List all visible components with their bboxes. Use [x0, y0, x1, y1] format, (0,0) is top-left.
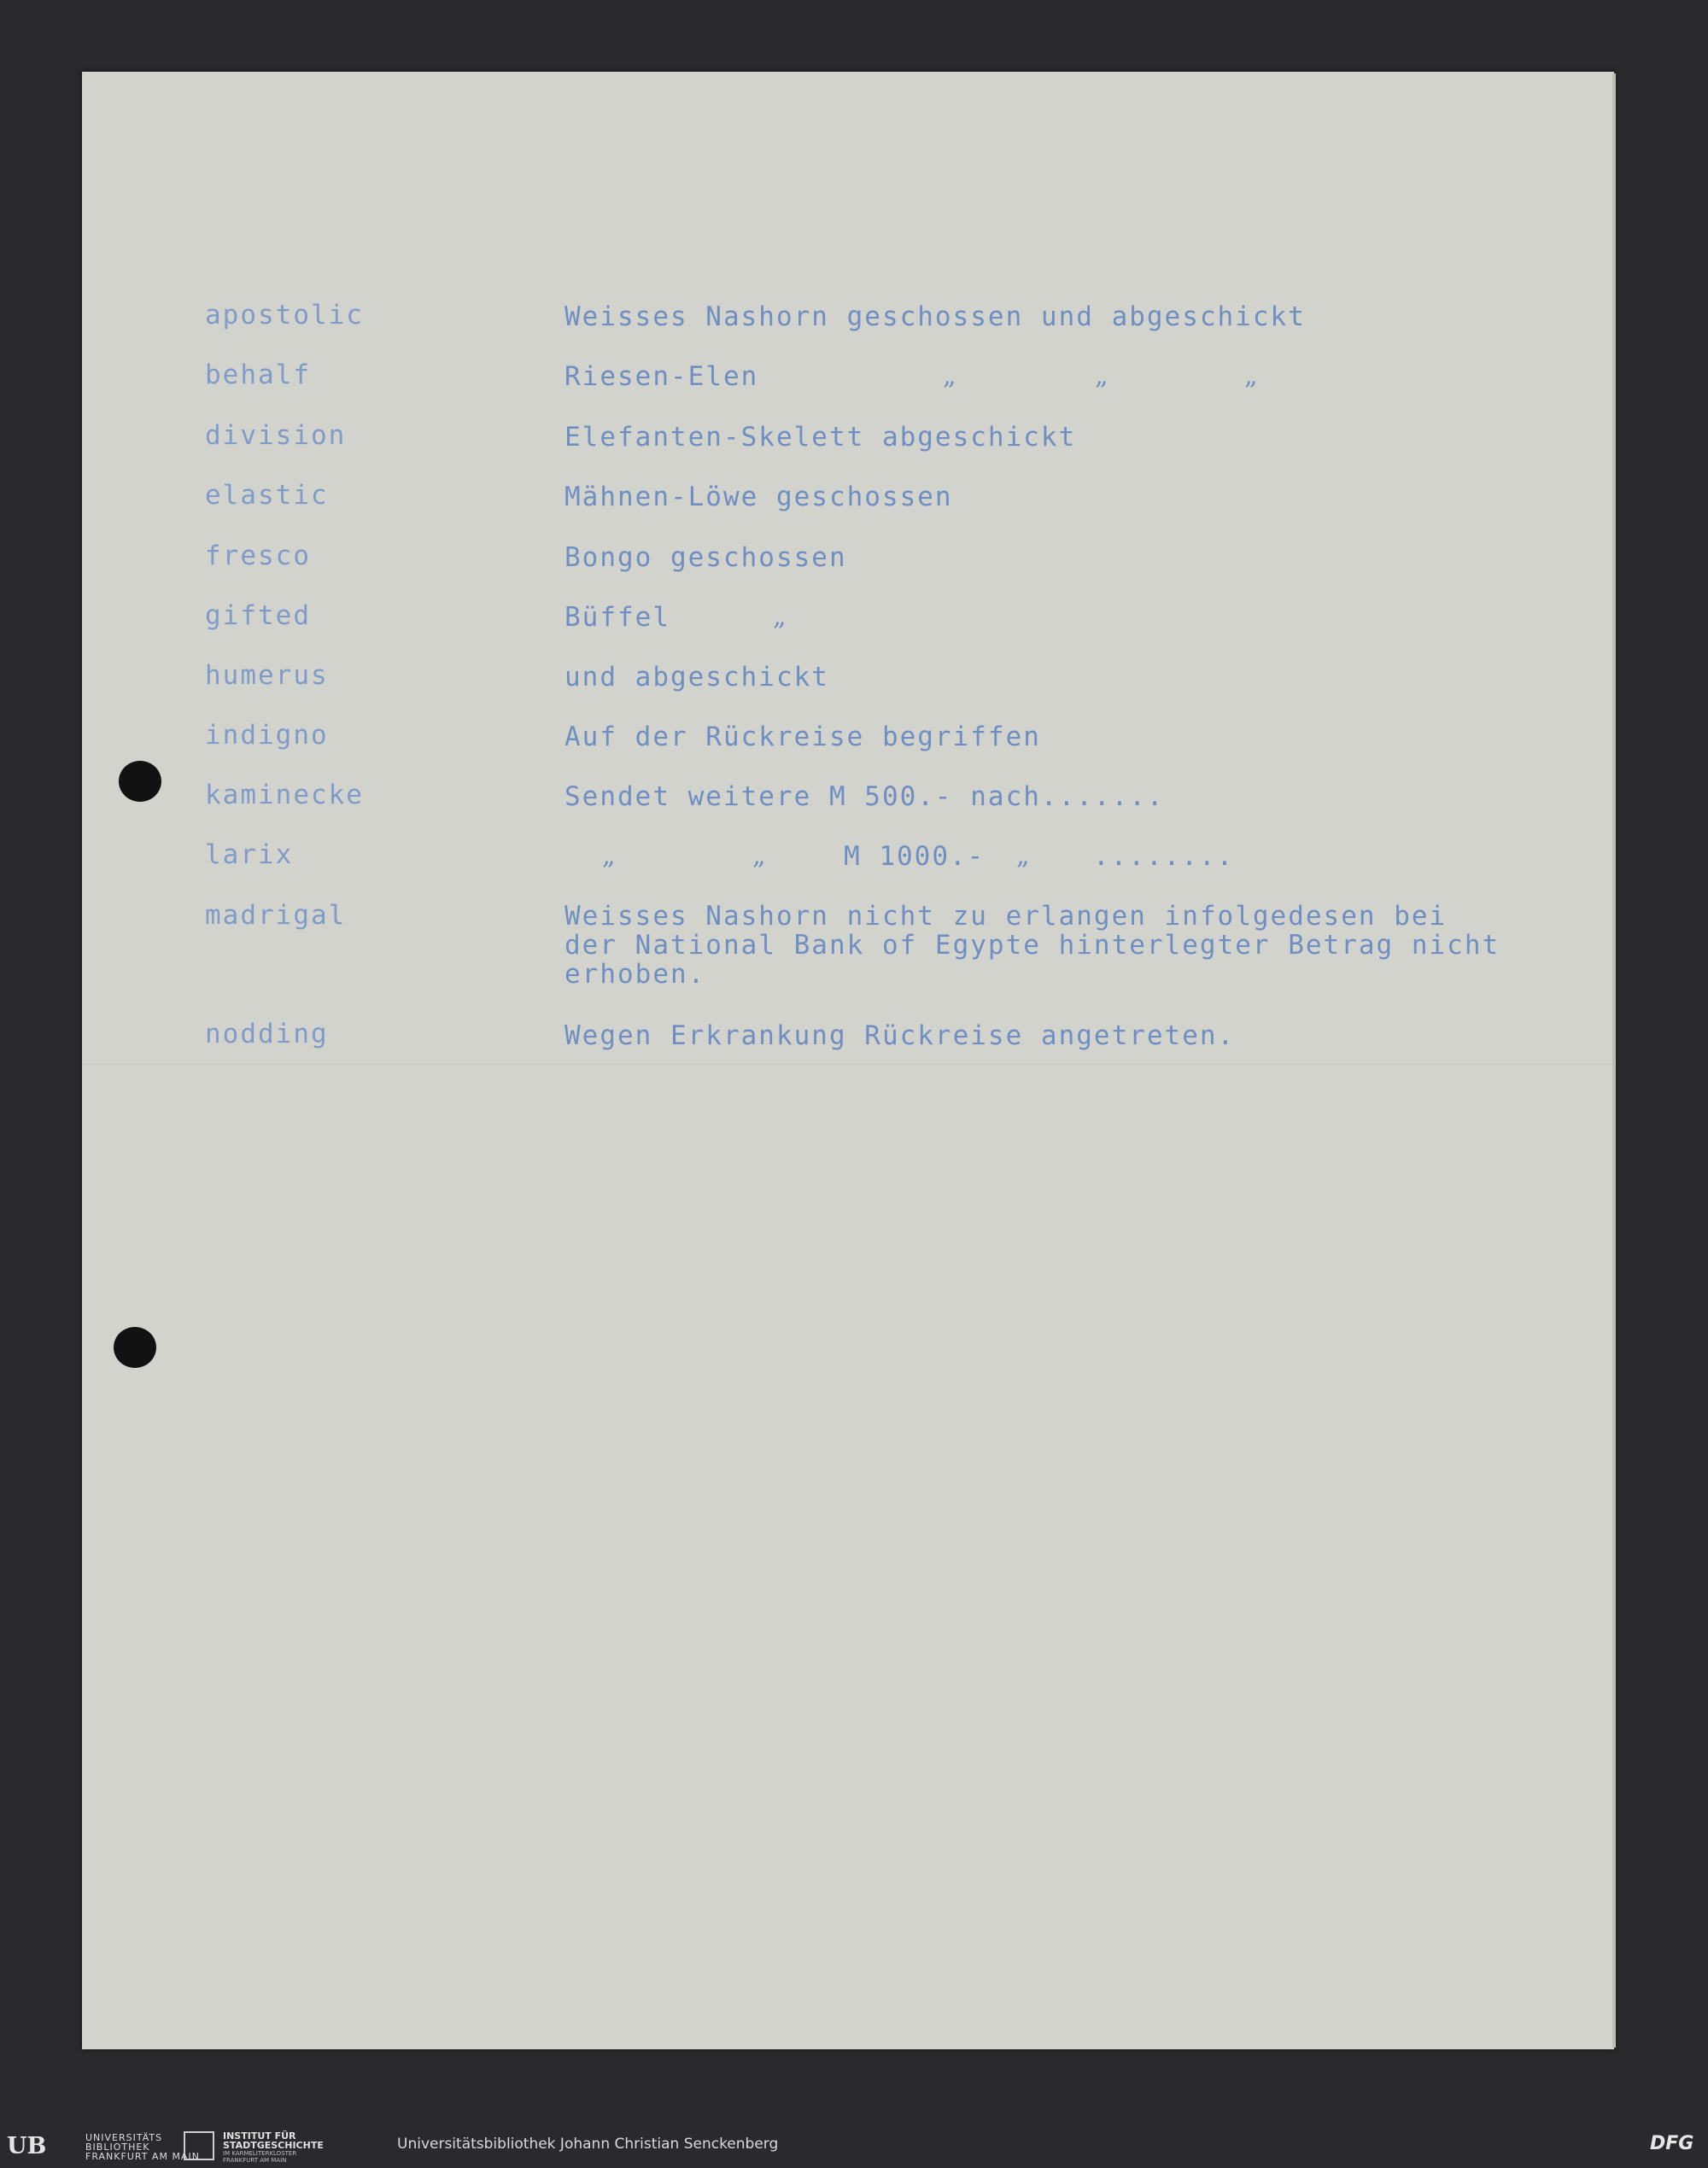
- ub-text: UNIVERSITÄTS BIBLIOTHEK FRANKFURT AM MAIN: [85, 2132, 200, 2162]
- code-meaning: M 1000.-: [844, 841, 986, 872]
- institute-subtitle: IM KARMELITERKLOSTER FRANKFURT AM MAIN: [223, 2150, 297, 2164]
- larix-dots: ........: [1093, 841, 1235, 872]
- ditto-mark: „: [1244, 361, 1258, 391]
- code-meaning: Wegen Erkrankung Rückreise angetreten.: [564, 1020, 1236, 1051]
- code-meaning: Weisses Nashorn geschossen und abgeschickt: [564, 301, 1306, 332]
- paper-sheet: [82, 72, 1614, 2049]
- code-word: nodding: [205, 1019, 329, 1049]
- code-word: larix: [205, 839, 294, 870]
- institute-emblem-icon: [184, 2131, 214, 2160]
- ub-mark: UB: [7, 2133, 47, 2159]
- code-meaning: Weisses Nashorn nicht zu erlangen infolgedesen bei der National Bank of Egypte hinterlegter Betrag nicht erhoben.: [564, 901, 1500, 990]
- code-word: apostolic: [205, 300, 364, 330]
- dfg-logo[interactable]: DFG: [1650, 2133, 1694, 2154]
- library-name: Universitätsbibliothek Johann Christian Senckenberg: [397, 2136, 779, 2153]
- code-meaning: und abgeschickt: [564, 662, 829, 692]
- code-word: behalf: [205, 359, 311, 390]
- code-word: fresco: [205, 541, 311, 571]
- punch-hole-bottom: [114, 1327, 156, 1368]
- code-meaning: Mähnen-Löwe geschossen: [564, 482, 953, 512]
- ditto-mark: „: [943, 361, 956, 391]
- code-meaning: Bongo geschossen: [564, 542, 847, 573]
- code-meaning: Elefanten-Skelett abgeschickt: [564, 422, 1077, 453]
- university-library-logo[interactable]: [7, 2130, 200, 2162]
- code-word: madrigal: [205, 900, 347, 931]
- code-word: indigno: [205, 720, 329, 751]
- code-word: gifted: [205, 600, 311, 631]
- paper-edge: [1612, 73, 1616, 2048]
- code-meaning: Riesen-Elen: [564, 361, 759, 392]
- ditto-mark: „: [773, 602, 787, 632]
- code-meaning: Auf der Rückreise begriffen: [564, 722, 1041, 752]
- ditto-mark: „: [1095, 361, 1108, 391]
- paper-fold: [82, 1064, 1614, 1065]
- code-word: kaminecke: [205, 780, 364, 810]
- institute-title: INSTITUT FÜR STADTGESCHICHTE: [223, 2130, 324, 2151]
- code-word: humerus: [205, 660, 329, 691]
- institute-logo[interactable]: [184, 2130, 354, 2162]
- code-meaning: Sendet weitere M 500.- nach.......: [564, 781, 1165, 812]
- archive-footer: [0, 2124, 1708, 2168]
- punch-hole-top: [119, 761, 161, 802]
- code-word: elastic: [205, 480, 329, 511]
- ditto-mark: „: [1016, 841, 1030, 871]
- code-meaning: Büffel: [564, 602, 670, 633]
- ditto-mark: „: [752, 841, 766, 871]
- ditto-mark: „: [602, 841, 616, 871]
- code-word: division: [205, 420, 347, 451]
